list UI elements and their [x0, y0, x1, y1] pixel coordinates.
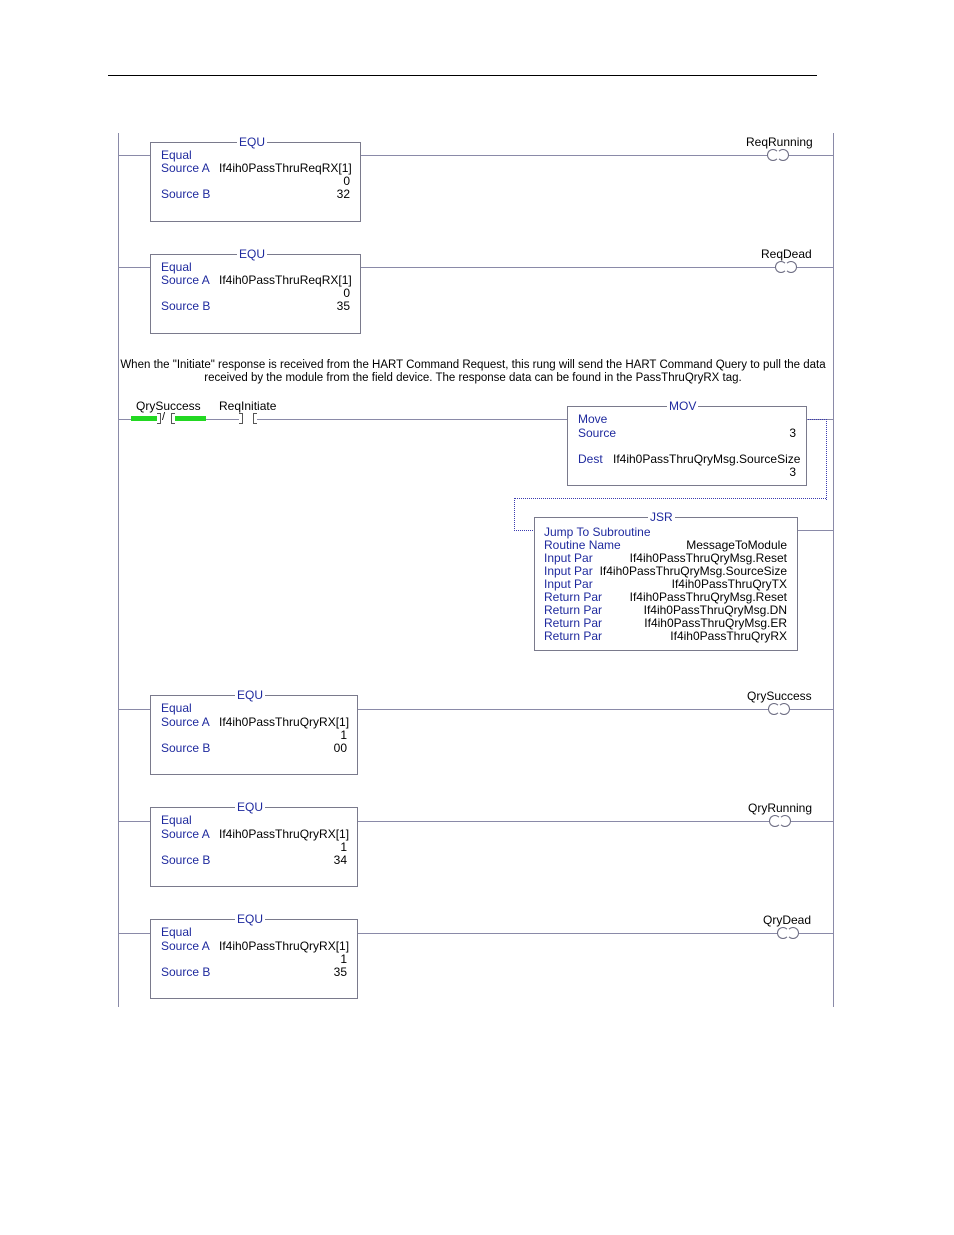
source-a-value: 1: [340, 840, 347, 854]
source-b-value[interactable]: 35: [333, 965, 347, 979]
rung-wire: [360, 155, 833, 156]
right-power-rail: [833, 133, 834, 1007]
equ-instruction[interactable]: [150, 800, 358, 887]
equal-label: Equal: [161, 813, 192, 827]
return-par-label: Return Par: [544, 629, 603, 643]
rung-wire: [357, 709, 833, 710]
rung-wire: [360, 267, 833, 268]
coil-tag: QrySuccess: [747, 689, 812, 703]
source-b-label: Source B: [161, 187, 211, 201]
source-b-label: Source B: [161, 853, 211, 867]
input-par-label: Input Par: [544, 564, 593, 578]
input-par-value[interactable]: If4ih0PassThruQryMsg.SourceSize: [599, 564, 787, 578]
rung-wire: [118, 155, 150, 156]
rung-wire: [118, 821, 150, 822]
routine-name-value[interactable]: MessageToModule: [686, 538, 787, 552]
branch-wire-horizontal: [514, 498, 826, 499]
output-coil-icon[interactable]: [768, 703, 790, 715]
output-coil-icon[interactable]: [777, 927, 799, 939]
xio-slash: /: [162, 411, 166, 423]
dest-tag[interactable]: If4ih0PassThruQryMsg.SourceSize: [613, 452, 801, 466]
output-coil-icon[interactable]: [775, 261, 797, 273]
instruction-type: EQU: [239, 135, 266, 149]
source-label: Source: [578, 426, 617, 440]
xic-contact-tag: ReqInitiate: [219, 399, 277, 413]
source-b-label: Source B: [161, 965, 211, 979]
xic-contact-icon[interactable]: [239, 413, 257, 425]
jsr-instruction[interactable]: [534, 510, 798, 651]
rung-wire: [118, 267, 150, 268]
dest-label: Dest: [578, 452, 603, 466]
input-par-label: Input Par: [544, 551, 593, 565]
instruction-type: MOV: [669, 399, 697, 413]
rung-comment: When the "Initiate" response is received from the HART Command Request, this rung will send the HART Command Query to pull the data received by the module from the field device. The response data can be found in the PassThruQryRX tag.: [120, 359, 826, 384]
header-rule: [108, 75, 817, 76]
coil-tag: QryDead: [763, 913, 812, 927]
left-power-rail: [118, 133, 119, 1007]
equal-label: Equal: [161, 701, 192, 715]
branch-wire-upper: [806, 419, 827, 500]
source-a-value: 0: [343, 174, 350, 188]
source-a-label: Source A: [161, 161, 210, 175]
equal-label: Equal: [161, 260, 192, 274]
input-par-value[interactable]: If4ih0PassThruQryMsg.Reset: [629, 551, 787, 565]
routine-name-label: Routine Name: [544, 538, 621, 552]
branch-wire-lower: [514, 498, 535, 531]
return-par-value[interactable]: If4ih0PassThruQryMsg.DN: [643, 603, 787, 617]
instruction-type: EQU: [237, 800, 264, 814]
rung-wire: [118, 709, 150, 710]
return-par-value[interactable]: If4ih0PassThruQryRX: [670, 629, 787, 643]
equ-instruction[interactable]: [150, 135, 361, 222]
source-value[interactable]: 3: [789, 426, 796, 440]
return-par-label: Return Par: [544, 590, 603, 604]
source-a-value: 0: [343, 286, 350, 300]
xio-contact-tag: QrySuccess: [136, 399, 201, 413]
return-par-label: Return Par: [544, 603, 603, 617]
jump-to-subroutine-label: Jump To Subroutine: [544, 525, 651, 539]
equ-instruction[interactable]: [150, 688, 358, 775]
source-b-value[interactable]: 32: [336, 187, 350, 201]
source-a-value: 1: [340, 952, 347, 966]
source-a-value: 1: [340, 728, 347, 742]
source-b-value[interactable]: 35: [336, 299, 350, 313]
equ-instruction[interactable]: [150, 247, 361, 334]
equal-label: Equal: [161, 148, 192, 162]
source-b-value[interactable]: 00: [333, 741, 347, 755]
rung-wire: [357, 933, 833, 934]
source-a-tag[interactable]: If4ih0PassThruQryRX[1]: [219, 939, 350, 953]
equ-instruction[interactable]: [150, 912, 358, 999]
return-par-label: Return Par: [544, 616, 603, 630]
rung-wire: [798, 530, 833, 531]
source-b-label: Source B: [161, 741, 211, 755]
source-b-value[interactable]: 34: [333, 853, 347, 867]
source-a-tag[interactable]: If4ih0PassThruReqRX[1]: [219, 273, 352, 287]
coil-tag: QryRunning: [748, 801, 813, 815]
energized-highlight: [174, 416, 206, 421]
source-b-label: Source B: [161, 299, 211, 313]
coil-tag: ReqRunning: [746, 135, 813, 149]
mov-instruction[interactable]: [567, 399, 807, 486]
instruction-type: EQU: [237, 912, 264, 926]
coil-tag: ReqDead: [761, 247, 812, 261]
output-coil-icon[interactable]: [769, 815, 791, 827]
source-a-label: Source A: [161, 273, 210, 287]
xio-contact-icon[interactable]: [157, 413, 175, 425]
source-a-tag[interactable]: If4ih0PassThruQryRX[1]: [219, 827, 350, 841]
instruction-type: EQU: [239, 247, 266, 261]
source-a-label: Source A: [161, 715, 210, 729]
instruction-type: JSR: [650, 510, 673, 524]
source-a-tag[interactable]: If4ih0PassThruReqRX[1]: [219, 161, 352, 175]
output-coil-icon[interactable]: [767, 149, 789, 161]
input-par-value[interactable]: If4ih0PassThruQryTX: [671, 577, 787, 591]
move-label: Move: [578, 412, 608, 426]
return-par-value[interactable]: If4ih0PassThruQryMsg.ER: [644, 616, 787, 630]
dest-value: 3: [789, 465, 796, 479]
return-par-value[interactable]: If4ih0PassThruQryMsg.Reset: [629, 590, 787, 604]
input-par-label: Input Par: [544, 577, 593, 591]
rung-wire: [118, 933, 150, 934]
instruction-type: EQU: [237, 688, 264, 702]
rung-wire: [357, 821, 833, 822]
source-a-tag[interactable]: If4ih0PassThruQryRX[1]: [219, 715, 350, 729]
equal-label: Equal: [161, 925, 192, 939]
source-a-label: Source A: [161, 939, 210, 953]
source-a-label: Source A: [161, 827, 210, 841]
